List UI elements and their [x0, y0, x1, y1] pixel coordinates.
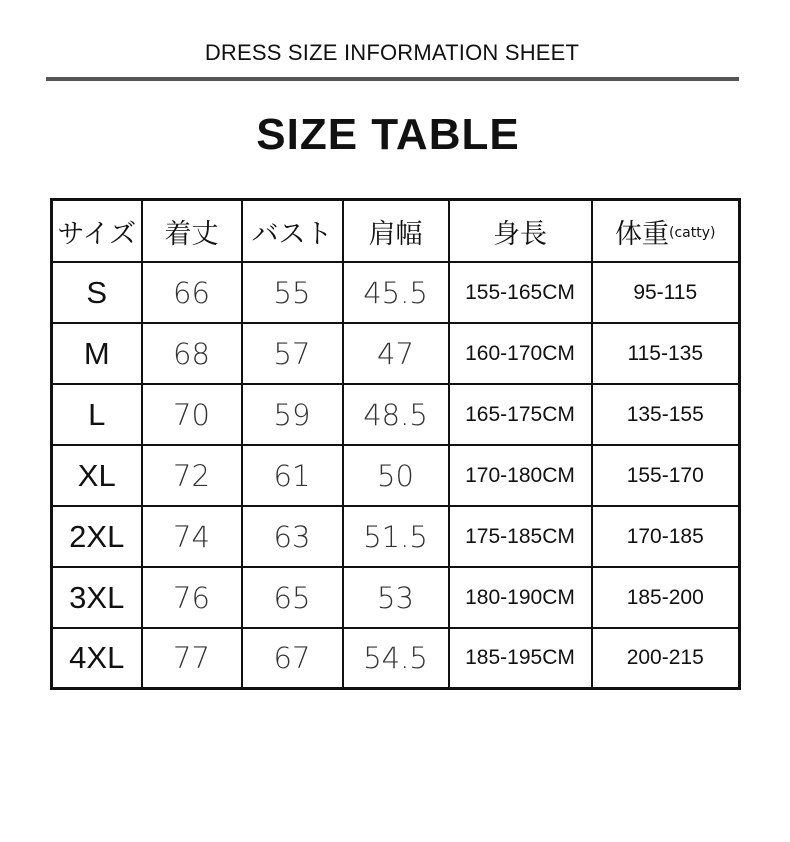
table-row [52, 445, 740, 506]
size-table [50, 198, 741, 690]
table-row [52, 384, 740, 445]
cell-bust: 57 [242, 323, 343, 384]
cell-weight: 200-215 [592, 628, 740, 689]
cell-size: XL [52, 445, 142, 506]
cell-height: 180-190CM [449, 567, 592, 628]
cell-length: 68 [142, 323, 242, 384]
cell-shoulder: 47 [343, 323, 449, 384]
table-row [52, 567, 740, 628]
header-shoulder: 肩幅 [343, 200, 449, 263]
cell-height: 160-170CM [449, 323, 592, 384]
cell-height: 155-165CM [449, 262, 592, 323]
cell-size: 4XL [52, 628, 142, 689]
table-row [52, 323, 740, 384]
header-size: サイズ [52, 200, 142, 263]
cell-length: 70 [142, 384, 242, 445]
cell-size: 2XL [52, 506, 142, 567]
cell-size: S [52, 262, 142, 323]
cell-size: 3XL [52, 567, 142, 628]
cell-length: 74 [142, 506, 242, 567]
cell-bust: 63 [242, 506, 343, 567]
cell-height: 185-195CM [449, 628, 592, 689]
table-header-row [52, 200, 740, 263]
table-row [52, 628, 740, 689]
cell-shoulder: 53 [343, 567, 449, 628]
cell-weight: 115-135 [592, 323, 740, 384]
cell-height: 165-175CM [449, 384, 592, 445]
cell-weight: 185-200 [592, 567, 740, 628]
cell-bust: 55 [242, 262, 343, 323]
cell-size: L [52, 384, 142, 445]
cell-shoulder: 51.5 [343, 506, 449, 567]
cell-shoulder: 54.5 [343, 628, 449, 689]
sheet-title: DRESS SIZE INFORMATION SHEET [204, 40, 580, 65]
cell-bust: 65 [242, 567, 343, 628]
header-divider [46, 77, 739, 81]
cell-length: 66 [142, 262, 242, 323]
header-length: 着丈 [142, 200, 242, 263]
cell-weight: 170-185 [592, 506, 740, 567]
cell-bust: 59 [242, 384, 343, 445]
table-row [52, 506, 740, 567]
header-weight-unit: (catty) [669, 224, 716, 241]
header-height: 身長 [449, 200, 592, 263]
cell-weight: 95-115 [592, 262, 740, 323]
table-row [52, 262, 740, 323]
cell-length: 76 [142, 567, 242, 628]
cell-length: 77 [142, 628, 242, 689]
header-weight-label: 体重 [615, 218, 670, 250]
header-weight [592, 200, 740, 263]
cell-weight: 155-170 [592, 445, 740, 506]
cell-height: 175-185CM [449, 506, 592, 567]
cell-length: 72 [142, 445, 242, 506]
cell-height: 170-180CM [449, 445, 592, 506]
cell-bust: 61 [242, 445, 343, 506]
cell-shoulder: 45.5 [343, 262, 449, 323]
cell-size: M [52, 323, 142, 384]
cell-weight: 135-155 [592, 384, 740, 445]
cell-shoulder: 50 [343, 445, 449, 506]
table-title: SIZE TABLE [256, 110, 520, 159]
cell-shoulder: 48.5 [343, 384, 449, 445]
cell-bust: 67 [242, 628, 343, 689]
header-bust: バスト [242, 200, 343, 263]
